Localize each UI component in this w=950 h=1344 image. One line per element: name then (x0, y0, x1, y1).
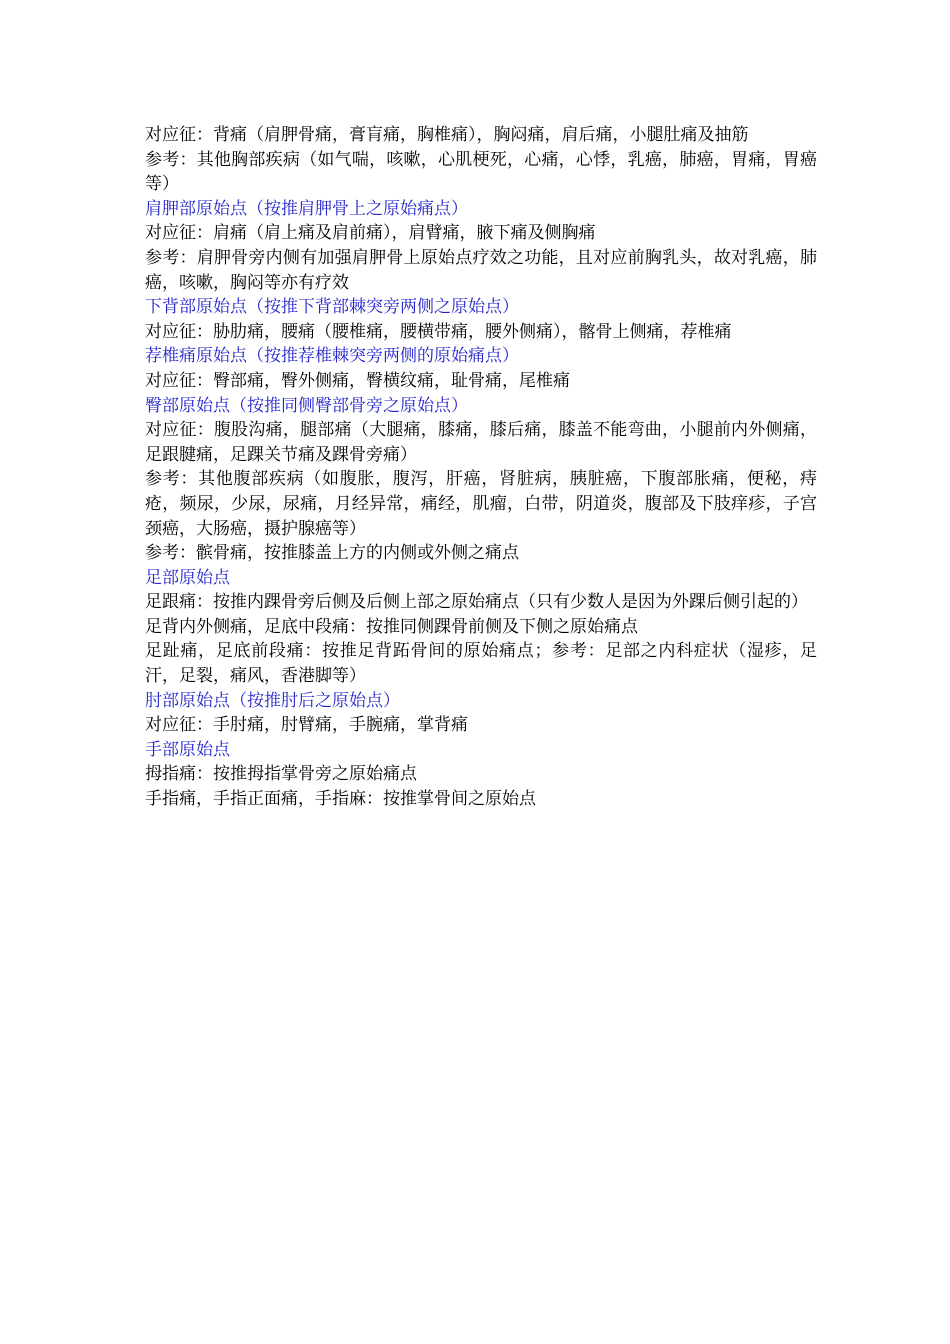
text-line: 对应征：胁肋痛，腰痛（腰椎痛，腰横带痛，腰外侧痛），髂骨上侧痛，荐椎痛 (145, 321, 732, 342)
section-heading: 肘部原始点（按推肘后之原始点） (145, 690, 400, 711)
section-heading: 手部原始点 (145, 739, 230, 760)
text-line: 足跟痛：按推内踝骨旁后侧及后侧上部之原始痛点（只有少数人是因为外踝后侧引起的） (145, 592, 808, 613)
text-line: 参考：其他腹部疾病（如腹胀，腹泻，肝癌，肾脏病，胰脏癌，下腹部胀痛，便秘，痔疮，频尿，少尿，尿痛，月经异常，痛经，肌瘤，白带，阴道炎，腹部及下肢痒疹，子宫颈癌，大肠癌，摄护腺癌等） (145, 469, 817, 539)
text-line: 对应征：肩痛（肩上痛及肩前痛），肩臂痛，腋下痛及侧胸痛 (145, 223, 596, 244)
text-line: 足背内外侧痛，足底中段痛：按推同侧踝骨前侧及下侧之原始痛点 (145, 616, 638, 637)
document-page (145, 123, 817, 812)
section-heading: 臀部原始点（按推同侧臀部骨旁之原始点） (145, 395, 468, 416)
text-line: 足趾痛，足底前段痛：按推足背跖骨间的原始痛点；参考：足部之内科症状（湿疹，足汗，足裂，痛风，香港脚等） (145, 641, 817, 687)
section-heading: 足部原始点 (145, 567, 230, 588)
text-line: 对应征：腹股沟痛，腿部痛（大腿痛，膝痛，膝后痛，膝盖不能弯曲，小腿前内外侧痛，足跟腱痛，足踝关节痛及踝骨旁痛） (145, 420, 817, 465)
text-line: 参考：髌骨痛，按推膝盖上方的内侧或外侧之痛点 (145, 543, 519, 564)
text-line: 对应征：背痛（肩胛骨痛，膏肓痛，胸椎痛），胸闷痛，肩后痛，小腿肚痛及抽筋 (145, 125, 749, 145)
section-heading: 荐椎痛原始点（按推荐椎棘突旁两侧的原始痛点） (145, 346, 519, 367)
text-line: 参考：肩胛骨旁内侧有加强肩胛骨上原始点疗效之功能，且对应前胸乳头，故对乳癌，肺癌，咳嗽，胸闷等亦有疗效 (145, 247, 817, 293)
text-line: 对应征：手肘痛，肘臂痛，手腕痛，掌背痛 (145, 715, 468, 736)
section-heading: 下背部原始点（按推下背部棘突旁两侧之原始点） (145, 297, 519, 318)
text-line: 参考：其他胸部疾病（如气喘，咳嗽，心肌梗死，心痛，心悸，乳癌，肺癌，胃痛，胃癌等） (145, 149, 817, 195)
text-line: 对应征：臀部痛，臀外侧痛，臀横纹痛，耻骨痛，尾椎痛 (145, 370, 570, 391)
section-heading: 肩胛部原始点（按推肩胛骨上之原始痛点） (145, 198, 468, 219)
text-line: 拇指痛：按推拇指掌骨旁之原始痛点 (145, 764, 417, 785)
text-line: 手指痛，手指正面痛，手指麻：按推掌骨间之原始点 (145, 789, 536, 810)
